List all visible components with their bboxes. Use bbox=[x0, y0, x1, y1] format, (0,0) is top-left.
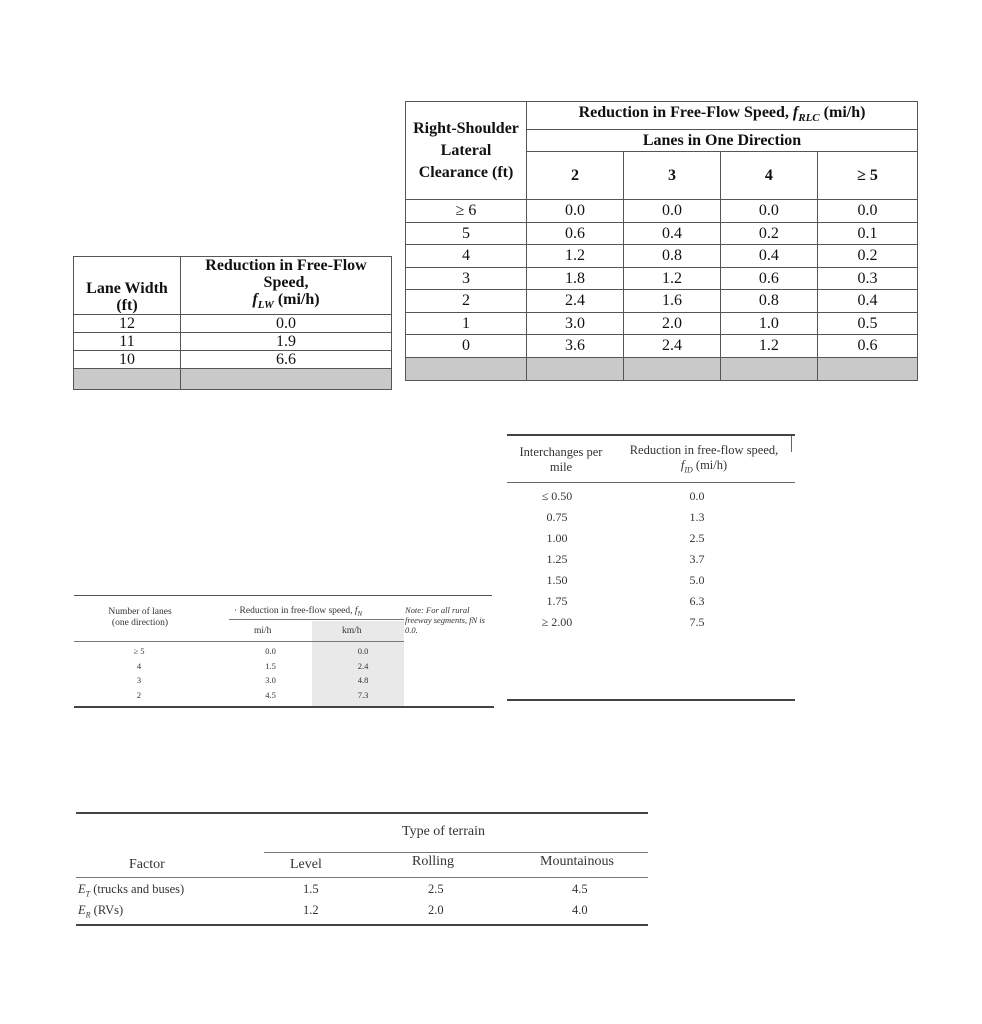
table-cell: 2.0 bbox=[428, 903, 444, 917]
table-cell: 1.6 bbox=[623, 290, 720, 313]
table-cell: 2.4 bbox=[527, 290, 624, 313]
interchange-table bbox=[507, 434, 795, 702]
rlc-table bbox=[405, 101, 918, 381]
lane-col-3: 3 bbox=[623, 152, 720, 200]
lanes-header: Number of lanes (one direction) bbox=[108, 607, 172, 628]
rlc-col0-header: Right-Shoulder Lateral Clearance (ft) bbox=[406, 102, 527, 200]
table-cell: 4.8 bbox=[357, 675, 369, 685]
lane-col-5plus: ≥ 5 bbox=[817, 152, 917, 200]
table-cell: 3 bbox=[136, 675, 142, 685]
table-cell: 0.2 bbox=[720, 222, 817, 245]
table-cell: 2 bbox=[136, 689, 142, 700]
table-cell: 2 bbox=[406, 290, 527, 313]
table-cell: 1.5 bbox=[265, 660, 276, 671]
table-cell: 4 bbox=[136, 660, 142, 671]
table-cell: 3.6 bbox=[527, 335, 624, 358]
table-cell: 0.0 bbox=[689, 489, 705, 503]
lanes-reduction-header: · Reduction in free-flow speed, $f_N$ bbox=[234, 606, 363, 618]
table-cell: 0.4 bbox=[720, 245, 817, 268]
table-cell: 0.6 bbox=[527, 222, 624, 245]
lane-reduction-header: Reduction in Free-Flow Speed, $f_{LW}$ (mi/h) bbox=[181, 257, 392, 315]
factor-cell: $E_T$ (trucks and buses) bbox=[78, 882, 185, 899]
table-cell: 1.2 bbox=[623, 267, 720, 290]
lane-width-table bbox=[73, 256, 392, 390]
table-row bbox=[406, 245, 918, 268]
table-cell: 3.0 bbox=[265, 675, 276, 685]
table-cell: 1.2 bbox=[720, 335, 817, 358]
rolling-header: Rolling bbox=[412, 854, 455, 869]
unit-mih: mi/h bbox=[254, 626, 272, 636]
table-cell: 0.6 bbox=[720, 267, 817, 290]
table-cell: 1.8 bbox=[527, 267, 624, 290]
table-cell: 2.0 bbox=[623, 312, 720, 335]
table-cell: ≥ 6 bbox=[406, 200, 527, 223]
table-cell: 1.25 bbox=[546, 552, 568, 566]
table-cell: 0.0 bbox=[623, 200, 720, 223]
table-cell: ≤ 0.50 bbox=[541, 489, 573, 503]
lane-col-4: 4 bbox=[720, 152, 817, 200]
table-row: 12 0.0 bbox=[74, 315, 392, 333]
table-cell: 3.7 bbox=[689, 552, 705, 566]
table-cell: 0.8 bbox=[720, 290, 817, 313]
table-row: 11 1.9 bbox=[74, 333, 392, 351]
table-cell: 0.75 bbox=[546, 510, 568, 524]
table-cell: 0.2 bbox=[817, 245, 917, 268]
gray-footer-row bbox=[74, 369, 392, 390]
lanes-table bbox=[74, 585, 494, 710]
table-cell: 0.0 bbox=[527, 200, 624, 223]
terrain-table bbox=[76, 812, 648, 932]
factor-header: Factor bbox=[129, 857, 165, 872]
table-cell: ≥ 2.00 bbox=[541, 615, 573, 629]
table-cell: 1.3 bbox=[689, 510, 705, 524]
lanes-note: Note: For all rural freeway segments, fN is 0.0. bbox=[405, 605, 485, 635]
interchange-reduction-header: Reduction in free-flow speed, $f_{ID}$ (mi/h) bbox=[629, 443, 779, 475]
lane-col-2: 2 bbox=[527, 152, 624, 200]
unit-kmh: km/h bbox=[342, 626, 362, 636]
mountainous-header: Mountainous bbox=[540, 854, 614, 869]
table-cell: 4.0 bbox=[572, 903, 588, 917]
table-cell: 1.0 bbox=[720, 312, 817, 335]
table-cell: 2.4 bbox=[623, 335, 720, 358]
table-cell: 1.50 bbox=[546, 573, 568, 587]
table-cell: 2.4 bbox=[357, 660, 369, 671]
table-cell: 0.1 bbox=[817, 222, 917, 245]
table-row: 10 6.6 bbox=[74, 351, 392, 369]
gray-footer-row bbox=[406, 357, 918, 380]
table-cell: 0.0 bbox=[720, 200, 817, 223]
table-cell: 0.4 bbox=[817, 290, 917, 313]
table-cell: 0.0 bbox=[265, 646, 276, 656]
table-cell: 0.8 bbox=[623, 245, 720, 268]
table-cell: ≥ 5 bbox=[133, 646, 145, 656]
table-row bbox=[406, 312, 918, 335]
table-cell: 0.5 bbox=[817, 312, 917, 335]
table-row bbox=[406, 335, 918, 358]
table-cell: 1.2 bbox=[303, 903, 319, 917]
rlc-main-header: Reduction in Free-Flow Speed, $f_{RLC}$ (mi/h) bbox=[527, 102, 918, 130]
table-cell: 1.75 bbox=[546, 594, 568, 608]
table-cell: 1 bbox=[406, 312, 527, 335]
table-cell: 0.6 bbox=[817, 335, 917, 358]
table-row bbox=[406, 267, 918, 290]
table-cell: 7.3 bbox=[357, 689, 369, 700]
factor-cell: $E_R$ (RVs) bbox=[78, 903, 124, 920]
table-cell: 4.5 bbox=[265, 689, 276, 700]
table-cell: 5.0 bbox=[689, 573, 705, 587]
table-row bbox=[406, 290, 918, 313]
table-cell: 3.0 bbox=[527, 312, 624, 335]
level-header: Level bbox=[290, 857, 322, 872]
table-cell: 4.5 bbox=[572, 882, 588, 896]
table-cell: 7.5 bbox=[689, 615, 705, 629]
table-row bbox=[406, 222, 918, 245]
table-cell: 5 bbox=[406, 222, 527, 245]
table-cell: 3 bbox=[406, 267, 527, 290]
table-cell: 0.0 bbox=[817, 200, 917, 223]
table-cell: 6.3 bbox=[689, 594, 705, 608]
table-cell: 2.5 bbox=[689, 531, 705, 545]
table-cell: 0.0 bbox=[357, 646, 369, 656]
table-cell: 2.5 bbox=[428, 882, 444, 896]
rlc-sub-header: Lanes in One Direction bbox=[527, 130, 918, 152]
table-cell: 0.4 bbox=[623, 222, 720, 245]
table-cell: 1.2 bbox=[527, 245, 624, 268]
table-cell: 1.00 bbox=[546, 531, 568, 545]
lane-width-header: Lane Width (ft) bbox=[74, 257, 181, 315]
interchanges-header: Interchanges per mile bbox=[519, 445, 603, 474]
table-cell: 1.5 bbox=[303, 882, 319, 896]
table-cell: 0 bbox=[406, 335, 527, 358]
table-row bbox=[406, 200, 918, 223]
table-cell: 4 bbox=[406, 245, 527, 268]
table-cell: 0.3 bbox=[817, 267, 917, 290]
terrain-group-header: Type of terrain bbox=[402, 824, 485, 839]
